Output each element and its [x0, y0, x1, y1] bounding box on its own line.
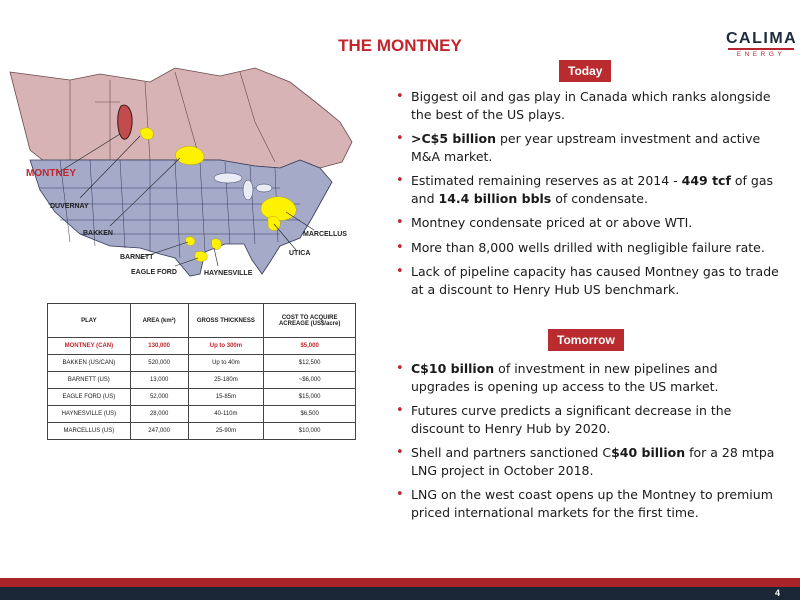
- bullet-item: • >C$5 billion per year upstream investment and active M&A market.: [396, 130, 780, 165]
- cell-cost: $10,000: [264, 423, 356, 440]
- bullet-item: • C$10 billion of investment in new pipelines and upgrades is opening up access to the US market.: [396, 360, 780, 395]
- cell-area: 247,000: [130, 423, 188, 440]
- calima-logo: [726, 31, 796, 60]
- cell-area: 52,000: [130, 389, 188, 406]
- map-label-bakken: BAKKEN: [83, 230, 113, 237]
- map-label-haynesville: HAYNESVILLE: [204, 270, 253, 277]
- table-header-row: [48, 304, 356, 338]
- today-bullet-list: [396, 88, 780, 305]
- cell-play: BAKKEN (US/CAN): [48, 355, 131, 372]
- footer-band: [0, 578, 800, 587]
- cell-cost: $5,000: [264, 338, 356, 355]
- map-label-duvernay: DUVERNAY: [50, 203, 89, 210]
- map-label-marcellus: MARCELLUS: [303, 231, 347, 238]
- map-label-montney: MONTNEY: [26, 168, 76, 179]
- col-header-play: PLAY: [48, 304, 131, 338]
- page-number: 4: [774, 588, 780, 598]
- table-row: [48, 338, 356, 355]
- table-row: [48, 355, 356, 372]
- logo-wordmark: CALIMA: [726, 30, 798, 47]
- col-header-cost: COST TO ACQUIRE ACREAGE (US$/acre): [264, 304, 356, 338]
- bullet-item: • Futures curve predicts a significant decrease in the discount to Henry Hub by 2020.: [396, 402, 780, 437]
- bullet-item: • Biggest oil and gas play in Canada which ranks alongside the best of the US plays.: [396, 88, 780, 123]
- cell-area: 28,000: [130, 406, 188, 423]
- table-row: [48, 423, 356, 440]
- page-title: THE MONTNEY: [338, 36, 462, 55]
- bullet-item: • Lack of pipeline capacity has caused Montney gas to trade at a discount to Henry Hub US benchmark.: [396, 263, 780, 298]
- cell-play: MARCELLUS (US): [48, 423, 131, 440]
- map-label-utica: UTICA: [289, 250, 311, 257]
- cell-play: EAGLE FORD (US): [48, 389, 131, 406]
- cell-thickness: 25-180m: [188, 372, 264, 389]
- haynesville-play: [212, 239, 222, 250]
- col-header-thickness: GROSS THICKNESS: [188, 304, 264, 338]
- logo-subtext: ENERGY: [736, 51, 786, 58]
- cell-thickness: 40-110m: [188, 406, 264, 423]
- cell-thickness: Up to 300m: [188, 338, 264, 355]
- tomorrow-bullet-list: [396, 360, 780, 528]
- bullet-item: • Shell and partners sanctioned C$40 billion for a 28 mtpa LNG project in October 2018.: [396, 444, 780, 479]
- cell-area: 130,000: [130, 338, 188, 355]
- cell-cost: $12,500: [264, 355, 356, 372]
- table-row: [48, 406, 356, 423]
- cell-area: 520,000: [130, 355, 188, 372]
- cell-cost: ~$6,000: [264, 372, 356, 389]
- bullet-item: • LNG on the west coast opens up the Montney to premium priced international markets for the first time.: [396, 486, 780, 521]
- cell-play: HAYNESVILLE (US): [48, 406, 131, 423]
- haynesville-leader: [214, 248, 218, 266]
- cell-thickness: 15-85m: [188, 389, 264, 406]
- barnett-play: [186, 237, 195, 246]
- today-label: Today: [559, 60, 611, 82]
- cell-cost: $15,000: [264, 389, 356, 406]
- cell-play: BARNETT (US): [48, 372, 131, 389]
- table-row: [48, 372, 356, 389]
- footer-base: [0, 587, 800, 600]
- utica-play: [268, 216, 280, 230]
- plays-comparison-table: [47, 303, 356, 440]
- cell-thickness: 25-90m: [188, 423, 264, 440]
- cell-play: MONTNEY (CAN): [48, 338, 131, 355]
- cell-cost: $6,500: [264, 406, 356, 423]
- tomorrow-label: Tomorrow: [548, 329, 624, 351]
- map-label-eagle-ford: EAGLE FORD: [131, 269, 177, 276]
- map-label-barnett: BARNETT: [120, 254, 154, 261]
- eagle-ford-play: [195, 251, 207, 261]
- bullet-item: • Estimated remaining reserves as at 2014 - 449 tcf of gas and 14.4 billion bbls of condensate.: [396, 172, 780, 207]
- bullet-item: • More than 8,000 wells drilled with negligible failure rate.: [396, 239, 780, 257]
- cell-area: 13,000: [130, 372, 188, 389]
- cell-thickness: Up to 40m: [188, 355, 264, 372]
- col-header-area: AREA (km²): [130, 304, 188, 338]
- table-row: [48, 389, 356, 406]
- bullet-item: • Montney condensate priced at or above WTI.: [396, 214, 780, 232]
